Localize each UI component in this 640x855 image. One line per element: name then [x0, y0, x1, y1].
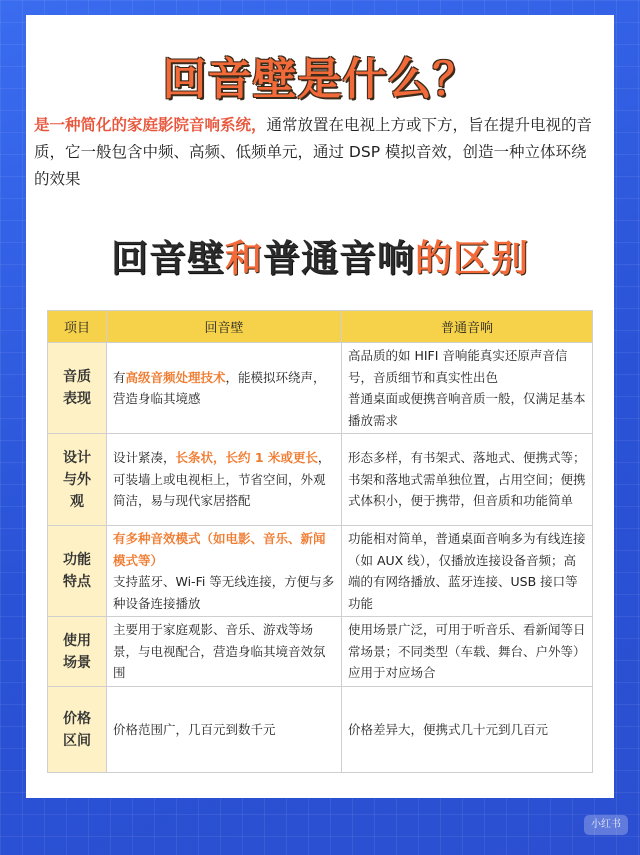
intro-paragraph: [34, 112, 600, 193]
header-speaker: 普通音响: [342, 311, 593, 343]
xiaohongshu-watermark-logo: 小红书: [584, 815, 628, 835]
table-row: [48, 687, 593, 773]
row-label: [48, 617, 107, 687]
soundbar-cell: [107, 343, 342, 434]
row-label: [48, 434, 107, 526]
header-item: 项目: [48, 311, 107, 343]
row-label-line: 观: [70, 493, 84, 510]
cell-highlight: 有多种音效模式（如电影、音乐、新闻模式等）: [113, 531, 326, 568]
soundbar-cell: 价格范围广，几百元到数千元: [107, 687, 342, 773]
table-header-row: [48, 311, 593, 343]
speaker-cell: 使用场景广泛，可用于听音乐、看新闻等日常场景；不同类型（车载、舞台、户外等）应用于对应场合: [342, 617, 593, 687]
row-label: [48, 526, 107, 617]
cell-text: 设计紧凑，: [113, 450, 176, 466]
cell-text: ，可装墙上或电视柜上，节省空间，外观简洁，易与现代家居搭配: [113, 450, 331, 509]
comparison-title-part1: 回音壁: [111, 237, 225, 280]
main-title: 回音壁是什么？: [162, 54, 478, 105]
intro-text: 通常放置在电视上方或下方，旨在提升电视的音质，它一般包含中频、高频、低频单元，通过 DSP 模拟音效，创造一种立体环绕的效果: [34, 116, 593, 188]
intro-highlight: 是一种简化的家庭影院音响系统，: [34, 116, 267, 134]
speaker-cell: 形态多样，有书架式、落地式、便携式等；书架和落地式需单独位置，占用空间；便携式体积小，便于携带，但音质和功能简单: [342, 434, 593, 526]
comparison-title: [26, 228, 614, 282]
speaker-cell: 高品质的如 HIFI 音响能真实还原声音信号，音质细节和真实性出色 普通桌面或便携音响音质一般，仅满足基本播放需求: [342, 343, 593, 434]
soundbar-cell: [107, 526, 342, 617]
cell-text: ，能模拟环绕声，营造身临其境感: [113, 369, 326, 406]
comparison-title-part3: 普通音响: [263, 237, 415, 280]
row-label-line: 功能: [63, 552, 91, 568]
comparison-title-part2: 和: [225, 237, 263, 280]
row-label-line: 与外: [63, 471, 91, 488]
row-label: [48, 343, 107, 434]
row-label-line: 设计: [63, 449, 91, 466]
cell-highlight: 高级音频处理技术: [125, 369, 226, 385]
comparison-table: [47, 310, 593, 773]
table-row: [48, 343, 593, 434]
soundbar-cell: [107, 434, 342, 526]
row-label-line: 价格: [63, 710, 91, 727]
row-label: [48, 687, 107, 773]
soundbar-cell: 主要用于家庭观影、音乐、游戏等场景，与电视配合，营造身临其境音效氛围: [107, 617, 342, 687]
cell-highlight: 长条状，长约 1 米或更长: [175, 450, 318, 466]
content-card: [26, 15, 614, 798]
speaker-cell: 功能相对简单，普通桌面音响多为有线连接（如 AUX 线），仅播放连接设备音频；高端的有网络播放、蓝牙连接、USB 接口等功能: [342, 526, 593, 617]
table-row: [48, 526, 593, 617]
table-row: [48, 617, 593, 687]
row-label-line: 表现: [63, 391, 91, 407]
header-soundbar: 回音壁: [107, 311, 342, 343]
row-label-line: 使用: [63, 632, 91, 649]
row-label-line: 场景: [63, 654, 91, 671]
speaker-cell: 价格差异大，便携式几十元到几百元: [342, 687, 593, 773]
cell-text: 支持蓝牙、Wi-Fi 等无线连接，方便与多种设备连接播放: [113, 574, 335, 611]
table-row: [48, 434, 593, 526]
row-label-line: 区间: [63, 732, 91, 749]
row-label-line: 音质: [63, 369, 91, 385]
cell-text: 有: [113, 369, 126, 385]
row-label-line: 特点: [63, 574, 91, 590]
comparison-title-part4: 的区别: [415, 237, 529, 280]
